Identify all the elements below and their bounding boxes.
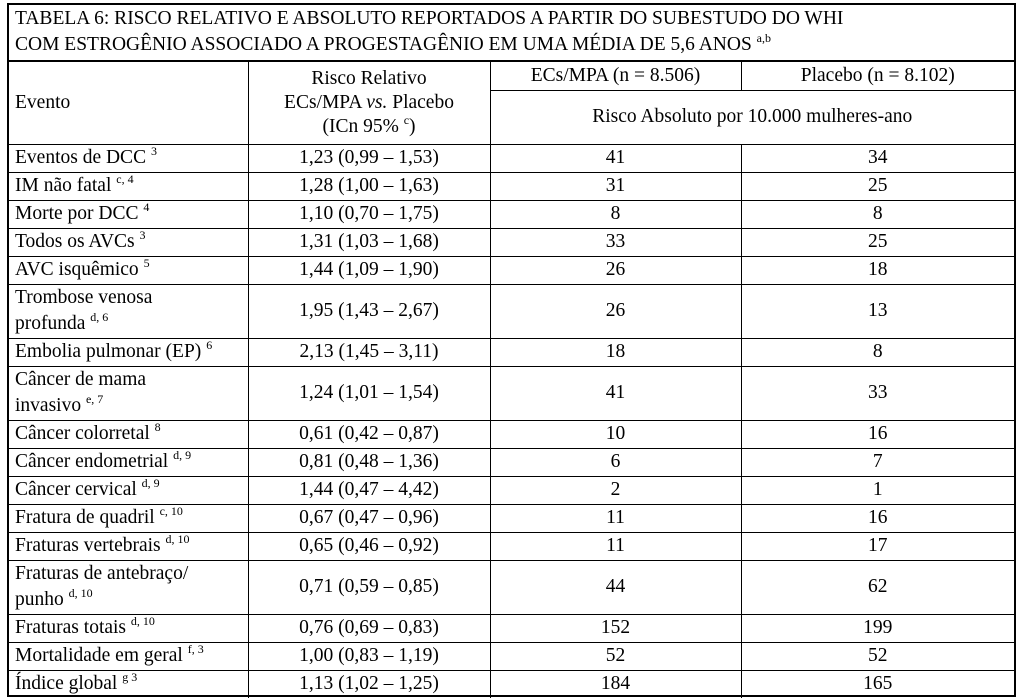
event-footnote-ref: 6 [206,338,213,352]
ecs-mpa-risk-cell: 26 [490,284,741,338]
event-name: Mortalidade em geral [15,645,183,666]
ecs-mpa-risk-cell: 184 [490,670,741,698]
ecs-mpa-risk-cell: 18 [490,338,741,366]
table-row [9,642,1014,670]
event-cell [9,338,248,366]
relative-risk-cell: 1,24 (1,01 – 1,54) [248,366,490,420]
event-cell [9,256,248,284]
event-footnote-ref: f, 3 [187,642,204,656]
event-footnote-ref: 3 [139,228,146,242]
relative-risk-cell: 0,81 (0,48 – 1,36) [248,448,490,476]
relative-risk-cell: 1,23 (0,99 – 1,53) [248,144,490,172]
ecs-mpa-risk-cell: 33 [490,228,741,256]
placebo-risk-cell: 8 [741,338,1014,366]
event-name: Fratura de quadril [15,507,155,528]
event-cell [9,504,248,532]
relative-risk-cell: 0,71 (0,59 – 0,85) [248,560,490,614]
ecs-mpa-risk-cell: 8 [490,200,741,228]
event-name: Câncer colorretal [15,423,150,444]
placebo-risk-cell: 33 [741,366,1014,420]
event-name: Índice global [15,673,118,695]
placebo-risk-cell: 8 [741,200,1014,228]
placebo-risk-cell: 16 [741,504,1014,532]
event-cell [9,642,248,670]
event-name-line-2 [15,311,242,337]
placebo-risk-cell: 25 [741,228,1014,256]
event-name: Câncer endometrial [15,451,169,472]
relative-risk-cell: 1,31 (1,03 – 1,68) [248,228,490,256]
placebo-risk-cell: 199 [741,614,1014,642]
relative-risk-cell: 1,44 (0,47 – 4,42) [248,476,490,504]
event-name: Eventos de DCC [15,147,147,168]
event-footnote-ref: d, 10 [130,614,155,628]
ecs-mpa-risk-cell: 2 [490,476,741,504]
header-group-ecs: ECs/MPA (n = 8.506) [490,62,741,90]
event-name: Fraturas vertebrais [15,535,161,556]
title-line-2-text: COM ESTROGÊNIO ASSOCIADO A PROGESTAGÊNIO EM UMA MÉDIA DE 5,6 ANOS [15,34,752,55]
event-name-line-1: Câncer de mama [15,369,147,390]
event-name: Fraturas totais [15,617,127,638]
placebo-risk-cell: 25 [741,172,1014,200]
relative-risk-cell: 1,95 (1,43 – 2,67) [248,284,490,338]
event-name-text: invasivo [15,395,82,416]
header-rr-ci-sup: c [403,112,410,127]
event-cell [9,172,248,200]
placebo-risk-cell: 34 [741,144,1014,172]
relative-risk-cell: 0,76 (0,69 – 0,83) [248,614,490,642]
event-cell [9,420,248,448]
relative-risk-cell: 0,67 (0,47 – 0,96) [248,504,490,532]
event-footnote-ref: c, 4 [116,172,134,186]
event-footnote-ref: d, 10 [165,532,190,546]
event-cell [9,532,248,560]
relative-risk-cell: 0,65 (0,46 – 0,92) [248,532,490,560]
event-name: Todos os AVCs [15,231,135,252]
event-footnote-ref: 8 [154,420,161,434]
table-row [9,284,1014,338]
ecs-mpa-risk-cell: 11 [490,532,741,560]
placebo-risk-cell: 18 [741,256,1014,284]
event-cell [9,670,248,698]
header-rr-line-1: Risco Relativo [311,67,427,89]
table-row [9,200,1014,228]
relative-risk-cell: 1,10 (0,70 – 1,75) [248,200,490,228]
placebo-risk-cell: 17 [741,532,1014,560]
ecs-mpa-risk-cell: 6 [490,448,741,476]
relative-risk-cell: 2,13 (1,45 – 3,11) [248,338,490,366]
table-row [9,532,1014,560]
header-rr-ci: (ICn 95% [322,115,404,137]
relative-risk-cell: 0,61 (0,42 – 0,87) [248,420,490,448]
title-line-1: TABELA 6: RISCO RELATIVO E ABSOLUTO REPORTADOS A PARTIR DO SUBESTUDO DO WHI [15,8,844,29]
event-name-line-2 [15,393,242,419]
event-cell [9,228,248,256]
relative-risk-cell: 1,28 (1,00 – 1,63) [248,172,490,200]
event-cell [9,476,248,504]
header-rr-ci-end: ) [409,115,416,137]
placebo-risk-cell: 52 [741,642,1014,670]
event-cell [9,366,248,420]
table-row [9,256,1014,284]
header-rr-line-3 [255,112,484,139]
event-name: IM não fatal [15,175,112,196]
ecs-mpa-risk-cell: 41 [490,144,741,172]
event-name: AVC isquêmico [15,259,139,280]
relative-risk-cell: 1,13 (1,02 – 1,25) [248,670,490,698]
event-footnote-ref: d, 10 [68,586,93,600]
event-footnote-ref: 5 [143,256,150,270]
ecs-mpa-risk-cell: 152 [490,614,741,642]
event-footnote-ref: 3 [150,144,157,158]
relative-risk-cell: 1,00 (0,83 – 1,19) [248,642,490,670]
event-footnote-ref: d, 9 [141,476,160,490]
header-evento: Evento [9,62,248,144]
event-cell [9,448,248,476]
ecs-mpa-risk-cell: 41 [490,366,741,420]
event-name: Câncer cervical [15,479,137,500]
header-absolute-risk: Risco Absoluto por 10.000 mulheres-ano [490,90,1014,144]
placebo-risk-cell: 165 [741,670,1014,698]
table-body [9,144,1014,698]
relative-risk-cell: 1,44 (1,09 – 1,90) [248,256,490,284]
table-row [9,504,1014,532]
event-footnote-ref: d, 9 [173,448,192,462]
header-relative-risk [248,62,490,144]
ecs-mpa-risk-cell: 52 [490,642,741,670]
table-row [9,172,1014,200]
event-footnote-ref: g 3 [122,670,138,685]
ecs-mpa-risk-cell: 44 [490,560,741,614]
event-name-line-2 [15,587,242,613]
table-row [9,670,1014,698]
table-row [9,448,1014,476]
placebo-risk-cell: 7 [741,448,1014,476]
header-rr-line-2 [255,91,484,115]
event-cell [9,284,248,338]
header-rr-placebo: Placebo [387,91,454,113]
table-row [9,338,1014,366]
event-cell [9,200,248,228]
table-title [9,5,1014,62]
table-row [9,476,1014,504]
ecs-mpa-risk-cell: 11 [490,504,741,532]
header-group-placebo: Placebo (n = 8.102) [741,62,1014,90]
ecs-mpa-risk-cell: 26 [490,256,741,284]
event-name-line-1: Fraturas de antebraço/ [15,563,189,584]
event-name-text: punho [15,589,64,610]
table-row [9,420,1014,448]
event-footnote-ref: c, 10 [159,504,183,518]
event-name: Morte por DCC [15,203,139,224]
ecs-mpa-risk-cell: 31 [490,172,741,200]
placebo-risk-cell: 13 [741,284,1014,338]
table-row [9,144,1014,172]
event-cell [9,560,248,614]
event-footnote-ref: e, 7 [85,392,104,406]
table-row [9,228,1014,256]
table-row [9,366,1014,420]
event-footnote-ref: 4 [143,200,150,214]
event-footnote-ref: d, 6 [90,310,109,324]
placebo-risk-cell: 1 [741,476,1014,504]
title-footnote-ref: a,b [756,31,771,45]
event-name-line-1: Trombose venosa [15,287,153,308]
placebo-risk-cell: 62 [741,560,1014,614]
placebo-risk-cell: 16 [741,420,1014,448]
risk-table [9,62,1014,698]
table-document [7,3,1016,697]
event-name-text: profunda [15,313,86,334]
table-row [9,614,1014,642]
title-line-2 [15,32,1008,58]
ecs-mpa-risk-cell: 10 [490,420,741,448]
event-cell [9,144,248,172]
event-cell [9,614,248,642]
header-rr-vs: vs. [366,91,388,113]
event-name: Embolia pulmonar (EP) [15,341,202,362]
table-row [9,560,1014,614]
header-rr-ecs: ECs/MPA [284,91,367,113]
